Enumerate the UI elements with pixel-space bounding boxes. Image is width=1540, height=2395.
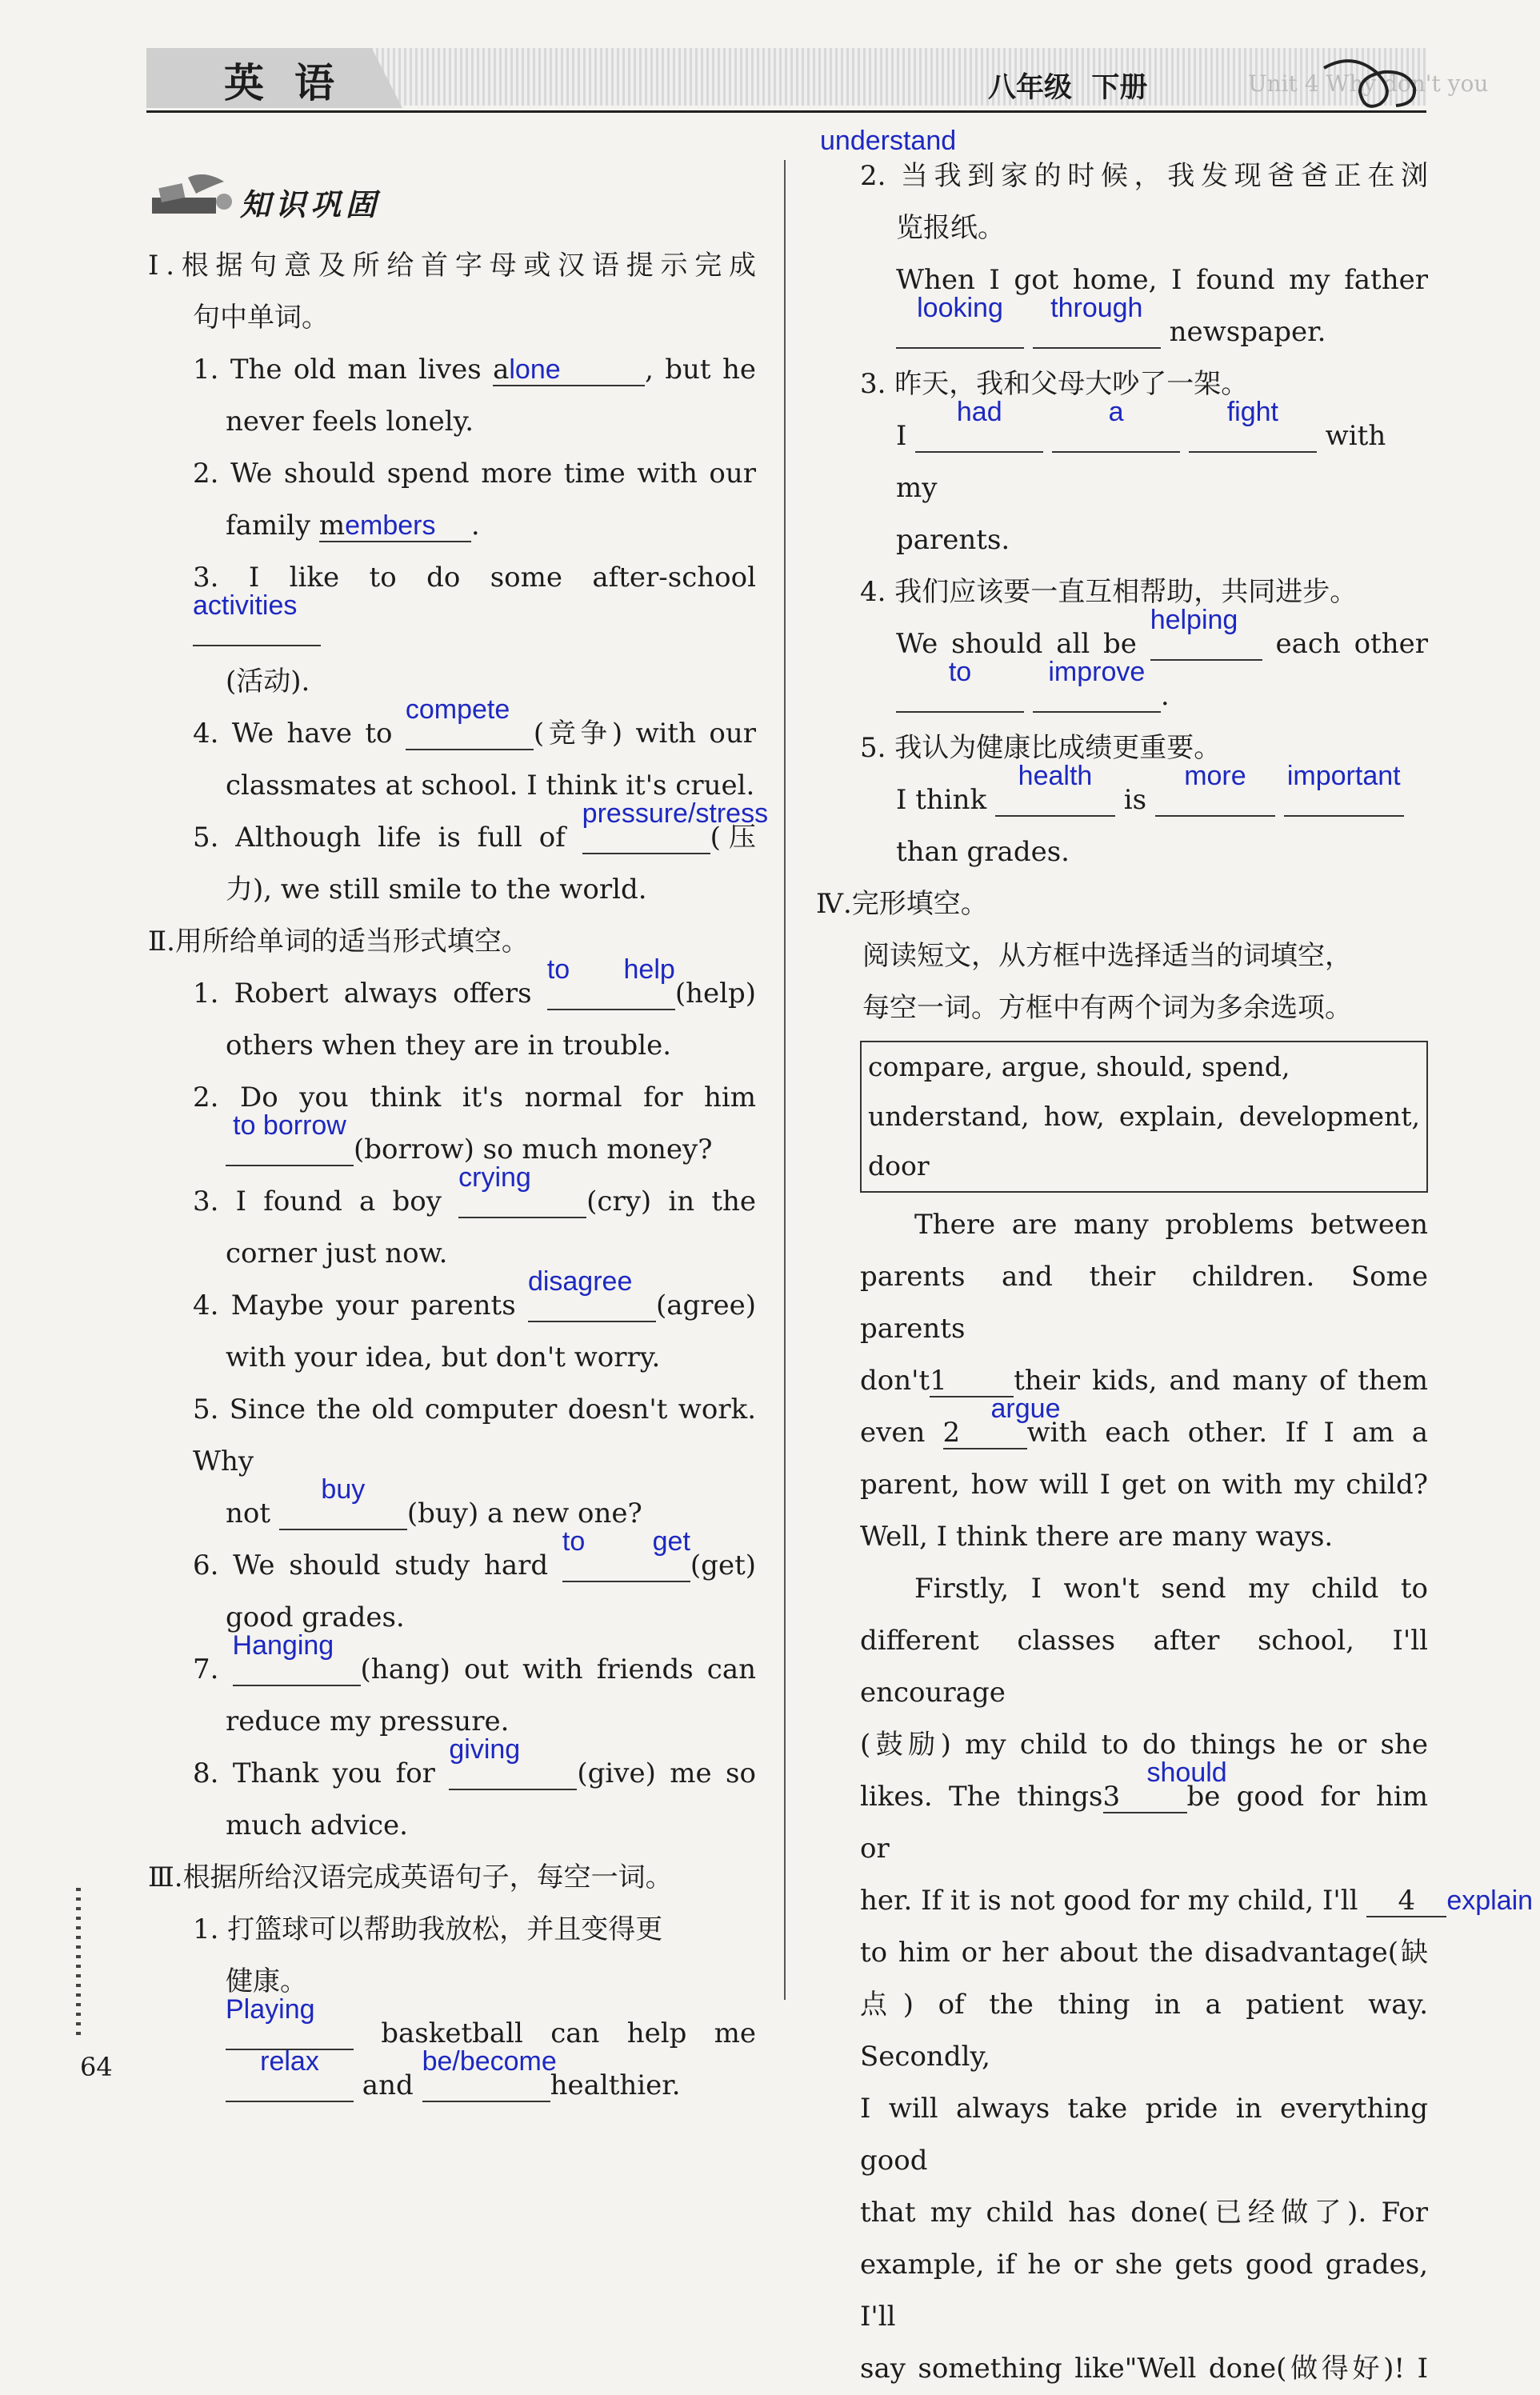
s3-q2-blank-2[interactable]: through	[1033, 318, 1161, 349]
s1-q5: 5. Although life is full of pressure/stress(压	[193, 798, 769, 854]
s3-q1-en: Playing basketball can help me	[226, 1994, 756, 2049]
s3-q3-blank-3[interactable]: fight	[1189, 422, 1317, 453]
section-1-title: Ⅰ.根据句意及所给首字母或汉语提示完成 句中单词。	[148, 250, 756, 334]
s3-q2-en-cont: looking through newspaper.	[860, 306, 1428, 358]
s3-q4-blank-1[interactable]: helping	[1150, 630, 1262, 661]
s2-q8-cont: much advice.	[226, 1809, 408, 1841]
passage-line: example, if he or she gets good grades, I'll	[860, 2249, 1428, 2333]
s1-q5-cont: 力), we still smile to the world.	[226, 874, 647, 906]
s3-q5-blank-2[interactable]: more	[1155, 786, 1275, 817]
s1-q2: 2. We should spend more time with our	[193, 458, 756, 490]
s3-q5-blank-3[interactable]: important	[1284, 786, 1404, 817]
cloze-blank-4[interactable]: 4	[1366, 1886, 1446, 1917]
s4-instruction: 阅读短文，从方框中选择适当的词填空，	[862, 940, 1352, 972]
s3-q1-blank-2[interactable]: relax	[226, 2071, 354, 2102]
section-4-title: Ⅳ.完形填空。	[816, 888, 988, 920]
subject-title: 英语	[224, 60, 365, 106]
section-title: 知识巩固	[240, 186, 382, 222]
s2-q5-cont: not buy(buy) a new one?	[226, 1474, 642, 1529]
s2-q2-blank[interactable]: to borrow	[226, 1135, 354, 1166]
s1-q3-cont: (活动).	[226, 666, 310, 698]
header-rule	[146, 110, 1426, 113]
passage-line: that my child has done(已经做了). For	[860, 2197, 1428, 2229]
column-divider	[784, 160, 786, 2000]
passage-line: I will always take pride in everything good	[860, 2093, 1428, 2177]
s2-q5-blank[interactable]: buy	[279, 1499, 407, 1530]
word-box: compare, argue, should, spend, understand, how, explain, development, door	[860, 1041, 1428, 1193]
passage-line: to him or her about the disadvantage(缺	[860, 1937, 1428, 1969]
s2-q7-blank[interactable]: Hanging	[233, 1655, 361, 1686]
s3-q5-en: I think health is more important	[860, 774, 1428, 826]
s2-q2-cont: to borrow(borrow) so much money?	[148, 1124, 756, 1176]
s3-q3-en-cont: parents.	[896, 524, 1010, 556]
s3-q5-blank-1[interactable]: health	[995, 786, 1115, 817]
passage-line: Well, I think there are many ways.	[860, 1521, 1334, 1553]
s2-q7: 7. Hanging(hang) out with friends can	[193, 1630, 757, 1685]
s2-q3-cont: corner just now.	[226, 1237, 448, 1269]
section-2-title: Ⅱ.用所给单词的适当形式填空。	[148, 926, 529, 958]
s2-q1-blank[interactable]: to help	[547, 979, 675, 1010]
s2-q4: 4. Maybe your parents disagree(agree)	[193, 1266, 756, 1321]
s3-q4-en: We should all be helping each other	[896, 605, 1428, 660]
passage-line: say something like"Well done(做得好)! I	[860, 2353, 1428, 2385]
s1-q2-blank[interactable]: members	[319, 511, 471, 542]
s3-q5-cn: 5. 我认为健康比成绩更重要。	[860, 732, 1222, 764]
left-column	[148, 240, 769, 2112]
s3-q4-en-cont: to improve.	[860, 670, 1428, 722]
s3-q3-en: I had a fight with my	[896, 397, 1386, 504]
s2-q3-blank[interactable]: crying	[458, 1187, 586, 1218]
s1-q5-blank[interactable]: pressure/stress	[582, 823, 710, 854]
s3-q1-blank-1[interactable]: Playing	[226, 2019, 354, 2050]
passage-line: parent, how will I get on with my child?	[860, 1469, 1428, 1501]
s3-q2-cn: 2. 当我到家的时候，我发现爸爸正在浏	[860, 160, 1428, 192]
s3-q4-blank-3[interactable]: improve	[1033, 682, 1161, 713]
s3-q3-blank-1[interactable]: had	[915, 422, 1043, 453]
s2-q8: 8. Thank you for giving(give) me so	[193, 1734, 756, 1789]
passage-line: There are many problems between	[914, 1209, 1428, 1241]
s3-q4-cn: 4. 我们应该要一直互相帮助，共同进步。	[860, 576, 1358, 608]
s2-q6: 6. We should study hard to get(get)	[193, 1526, 756, 1581]
passage-line: 点) of the thing in a patient way. Secondly,	[860, 1989, 1428, 2073]
s2-q6-cont: good grades.	[226, 1601, 405, 1633]
s4-instruction-cont: 每空一词。方框中有两个词为多余选项。	[862, 992, 1352, 1024]
swirl-logo-icon	[1320, 48, 1424, 112]
passage-line-blank-1: don't1 understand their kids, and many of them	[820, 126, 1428, 1397]
s1-q4-blank[interactable]: compete	[406, 719, 534, 750]
right-column	[816, 126, 1534, 2395]
s2-q2: 2. Do you think it's normal for him	[193, 1082, 756, 1114]
s2-q8-blank[interactable]: giving	[449, 1759, 577, 1790]
s3-q1-en-cont: relax and be/becomehealthier.	[148, 2060, 756, 2112]
passage-line-blank-2: even 2 argue with each other. If I am a	[860, 1393, 1429, 1449]
s3-q2-blank-1[interactable]: looking	[896, 318, 1024, 349]
s1-q1-blank[interactable]: alone	[493, 355, 645, 386]
passage-line: different classes after school, I'll encourage	[860, 1625, 1428, 1709]
passage-line: Firstly, I won't send my child to	[914, 1573, 1428, 1605]
s1-q4-cont: classmates at school. I think it's cruel.	[226, 770, 755, 802]
header-faint-text: Unit 4 Why don't you	[1248, 70, 1489, 97]
s2-q4-cont: with your idea, but don't worry.	[226, 1341, 661, 1373]
s2-q6-blank[interactable]: to get	[562, 1551, 690, 1582]
dotted-margin	[76, 1888, 81, 2040]
s3-q2-cn-cont: 览报纸。	[896, 212, 1005, 244]
s2-q7-cont: reduce my pressure.	[226, 1705, 510, 1737]
books-icon	[148, 170, 236, 226]
s3-q4-blank-2[interactable]: to	[896, 682, 1024, 713]
passage-line: parents and their children. Some parents	[860, 1261, 1428, 1345]
s2-q5: 5. Since the old computer doesn't work. Why	[193, 1393, 756, 1477]
s3-q3-cn: 3. 昨天，我和父母大吵了一架。	[860, 368, 1249, 400]
s3-q1-cn: 1. 打篮球可以帮助我放松，并且变得更	[193, 1913, 663, 1945]
s1-q3: 3. I like to do some after-school activities	[148, 552, 756, 656]
section-3-title: Ⅲ.根据所给汉语完成英语句子，每空一词。	[148, 1861, 673, 1893]
s3-q2-en: When I got home, I found my father	[896, 264, 1428, 296]
cloze-blank-2[interactable]: 2 argue	[942, 1393, 1061, 1449]
passage-line-blank-4: her. If it is not good for my child, I'll 4 explain	[860, 1885, 1534, 1917]
s2-q1-cont: others when they are in trouble.	[226, 1030, 672, 1062]
s1-q1: 1. The old man lives alone , but he	[193, 354, 756, 386]
s1-q3-blank[interactable]: activities	[193, 615, 321, 646]
s1-q2-cont: family members .	[226, 510, 480, 542]
s3-q5-en-cont: than grades.	[896, 836, 1070, 868]
s1-q1-cont: never feels lonely.	[226, 406, 474, 438]
s1-q4: 4. We have to compete(竞争) with our	[193, 694, 756, 750]
passage-line: (鼓励) my child to do things he or she	[860, 1729, 1428, 1761]
cloze-blank-1[interactable]: 1 understand	[930, 1366, 1014, 1397]
s3-q1-blank-3[interactable]: be/become	[422, 2071, 550, 2102]
cloze-blank-3[interactable]: 3 should	[1102, 1757, 1227, 1813]
page-number: 64	[80, 2052, 113, 2082]
s2-q1: 1. Robert always offers to help(help)	[193, 954, 756, 1010]
s3-q3-blank-2[interactable]: a	[1052, 422, 1180, 453]
passage-line-blank-3: likes. The things3 should be good for him or	[860, 1757, 1428, 1865]
grade-label: 八年级 下册	[988, 72, 1148, 104]
s2-q3: 3. I found a boy crying(cry) in the	[193, 1162, 757, 1217]
s2-q4-blank[interactable]: disagree	[528, 1291, 656, 1322]
s3-q1-cn-cont: 健康。	[226, 1965, 307, 1997]
